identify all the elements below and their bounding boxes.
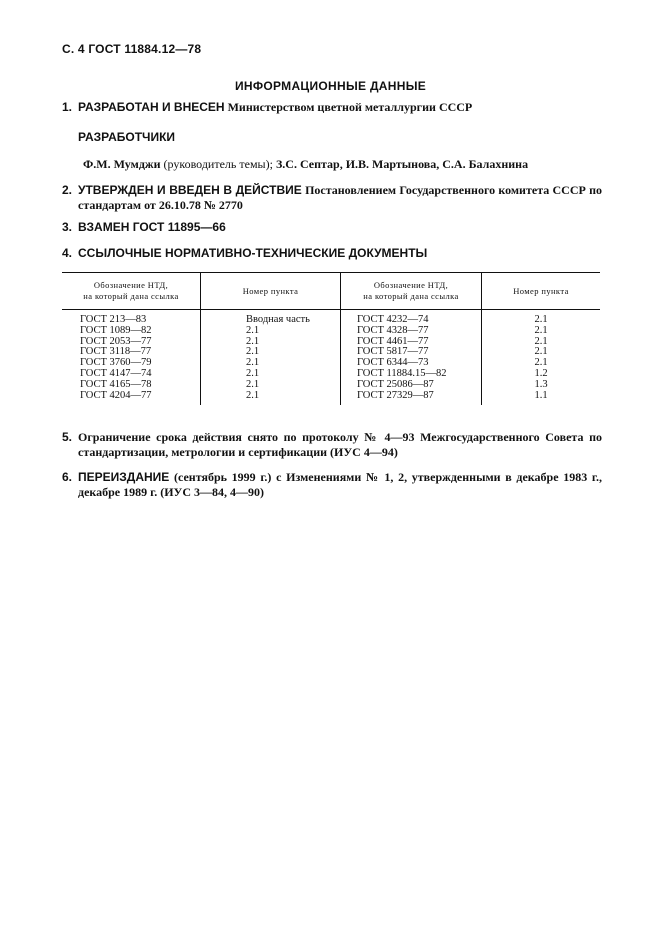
item-6-number: 6. bbox=[62, 470, 73, 484]
item-2-lead: УТВЕРЖДЕН И ВВЕДЕН В ДЕЙСТВИЕ bbox=[78, 183, 302, 197]
developers-label bbox=[62, 130, 618, 145]
cell-point: 2.1 bbox=[534, 346, 548, 358]
table-row bbox=[62, 391, 600, 406]
table-row bbox=[62, 380, 600, 391]
developers-label-text: РАЗРАБОТЧИКИ bbox=[78, 130, 176, 144]
page-header: С. 4 ГОСТ 11884.12—78 bbox=[62, 42, 202, 56]
item-4-number: 4. bbox=[62, 246, 73, 260]
developer-names: З.С. Септар, И.В. Мартынова, С.А. Балахнина bbox=[275, 157, 529, 171]
item-5-text: Ограничение срока действия снято по протоколу № 4—93 Межгосударственного Совета по стандартизации, метрологии и сертификации (ИУС 4—94) bbox=[78, 430, 602, 459]
references-table bbox=[62, 272, 600, 405]
cell-ntd: ГОСТ 27329—87 bbox=[341, 391, 482, 406]
item-5-number: 5. bbox=[62, 430, 73, 444]
cell-point: 2.1 bbox=[201, 391, 341, 406]
cell-point: 1.3 bbox=[534, 378, 548, 390]
cell-point: Вводная часть bbox=[201, 310, 341, 326]
header-ntd-right-line2: на который дана ссылка bbox=[363, 291, 459, 301]
cell-ntd: ГОСТ 4147—74 bbox=[62, 369, 201, 380]
cell-point: 2.1 bbox=[534, 314, 548, 325]
header-ntd-left-line1: Обозначение НТД, bbox=[93, 280, 169, 290]
item-1-number: 1. bbox=[62, 100, 73, 114]
cell-point: 2.1 bbox=[201, 358, 341, 369]
item-6 bbox=[62, 470, 602, 500]
cell-ntd: ГОСТ 4204—77 bbox=[62, 391, 201, 406]
header-ntd-left-line2: на который дана ссылка bbox=[83, 291, 179, 301]
cell-ntd: ГОСТ 3760—79 bbox=[62, 358, 201, 369]
cell-point: 2.1 bbox=[201, 326, 341, 337]
item-3 bbox=[62, 220, 602, 235]
cell-ntd: ГОСТ 5817—77 bbox=[341, 347, 482, 358]
cell-ntd: ГОСТ 4461—77 bbox=[341, 337, 482, 348]
cell-point: 1.2 bbox=[534, 367, 548, 379]
table-row bbox=[62, 310, 600, 326]
item-2 bbox=[62, 183, 602, 213]
item-1 bbox=[62, 100, 602, 115]
developer-role: (руководитель темы); bbox=[163, 157, 273, 171]
table-body bbox=[62, 310, 600, 406]
cell-point: 2.1 bbox=[201, 380, 341, 391]
cell-point: 2.1 bbox=[534, 335, 548, 347]
item-6-lead: ПЕРЕИЗДАНИЕ bbox=[78, 470, 170, 484]
cell-ntd: ГОСТ 3118—77 bbox=[62, 347, 201, 358]
cell-ntd: ГОСТ 213—83 bbox=[62, 310, 201, 326]
developer-lead-name: Ф.М. Мумджи bbox=[83, 157, 161, 171]
cell-ntd: ГОСТ 2053—77 bbox=[62, 337, 201, 348]
header-ntd-right bbox=[341, 273, 482, 310]
cell-point: 2.1 bbox=[201, 347, 341, 358]
item-1-lead: РАЗРАБОТАН И ВНЕСЕН bbox=[78, 100, 225, 114]
developers-list bbox=[83, 157, 623, 172]
item-6-text: (сентябрь 1999 г.) с Изменениями № 1, 2, утвержденными в декабре 1983 г., декабре 1989 г. (ИУС 3—84, 4—90) bbox=[78, 470, 603, 499]
cell-ntd: ГОСТ 25086—87 bbox=[341, 380, 482, 391]
header-ntd-left bbox=[62, 273, 201, 310]
cell-ntd: ГОСТ 1089—82 bbox=[62, 326, 201, 337]
cell-point: 2.1 bbox=[534, 357, 548, 369]
header-point-right: Номер пункта bbox=[482, 273, 601, 310]
cell-point: 1.1 bbox=[534, 389, 548, 401]
cell-point: 2.1 bbox=[201, 369, 341, 380]
cell-ntd: ГОСТ 11884.15—82 bbox=[341, 369, 482, 380]
item-2-text: Постановлением Государственного комитета СССР по стандартам от 26.10.78 № 2770 bbox=[78, 183, 603, 212]
header-ntd-right-line1: Обозначение НТД, bbox=[373, 280, 449, 290]
item-5 bbox=[62, 430, 602, 460]
table-row bbox=[62, 326, 600, 337]
item-4 bbox=[62, 246, 602, 261]
cell-ntd: ГОСТ 4165—78 bbox=[62, 380, 201, 391]
cell-ntd: ГОСТ 6344—73 bbox=[341, 358, 482, 369]
item-2-number: 2. bbox=[62, 183, 73, 197]
header-point-left: Номер пункта bbox=[201, 273, 341, 310]
item-1-text: Министерством цветной металлургии СССР bbox=[227, 100, 473, 114]
item-3-text: ВЗАМЕН ГОСТ 11895—66 bbox=[78, 220, 226, 234]
cell-point: 2.1 bbox=[534, 324, 548, 336]
cell-point: 2.1 bbox=[201, 337, 341, 348]
cell-ntd: ГОСТ 4328—77 bbox=[341, 326, 482, 337]
item-3-number: 3. bbox=[62, 220, 73, 234]
cell-ntd: ГОСТ 4232—74 bbox=[341, 310, 482, 326]
item-4-text: ССЫЛОЧНЫЕ НОРМАТИВНО-ТЕХНИЧЕСКИЕ ДОКУМЕНТЫ bbox=[78, 246, 428, 260]
table-header-row bbox=[62, 273, 600, 310]
document-title: ИНФОРМАЦИОННЫЕ ДАННЫЕ bbox=[234, 79, 427, 93]
